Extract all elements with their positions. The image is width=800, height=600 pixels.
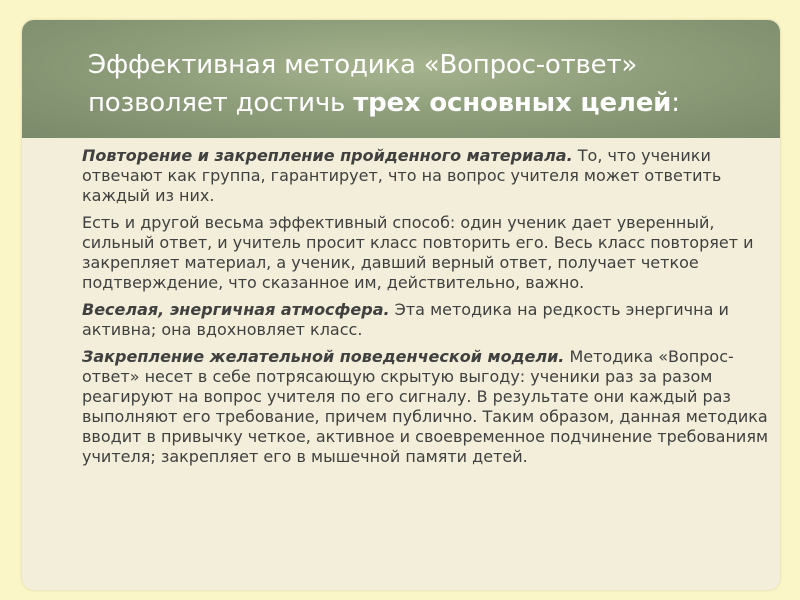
slide-title — [88, 46, 768, 122]
slide — [22, 20, 780, 590]
paragraph-alternative-method — [82, 213, 772, 293]
paragraph-text: Есть и другой весьма эффективный способ: один ученик дает уверенный, сильный ответ, и учитель просит класс повторить его. Весь класс повторяет и закрепляет материал, а ученик, давший верный ответ, получает четкое подтверждение, что сказанное им, действительно, важно. — [82, 213, 754, 292]
title-line-1: Эффективная методика «Вопрос-ответ» — [88, 50, 638, 80]
title-line-2-suffix: : — [671, 88, 680, 118]
paragraph-atmosphere — [82, 300, 772, 340]
title-line-2-prefix: позволяет достичь — [88, 88, 354, 118]
paragraph-lead: Повторение и закрепление пройденного материала. — [82, 146, 573, 165]
paragraph-repetition — [82, 146, 772, 206]
slide-header — [22, 20, 780, 138]
paragraph-behavior-model — [82, 347, 772, 467]
slide-body — [82, 146, 772, 474]
title-line-2-bold: трех основных целей — [353, 88, 672, 118]
paragraph-text: То, что ученики отвечают как группа, гарантирует, что на вопрос учителя может ответить каждый из них. — [82, 146, 722, 205]
paragraph-lead: Закрепление желательной поведенческой модели. — [82, 347, 565, 366]
paragraph-text: Эта методика на редкость энергична и активна; она вдохновляет класс. — [82, 300, 729, 339]
paragraph-lead: Веселая, энергичная атмосфера. — [82, 300, 390, 319]
paragraph-text: Методика «Вопрос-ответ» несет в себе потрясающую скрытую выгоду: ученики раз за разом реагируют на вопрос учителя по его сигналу. В результате они каждый раз выполняют его требование, причем публично. Таким образом, данная методика вводит в привычку четкое, активное и своевременное подчинение требованиям учителя; закрепляет его в мышечной памяти детей. — [82, 347, 769, 466]
